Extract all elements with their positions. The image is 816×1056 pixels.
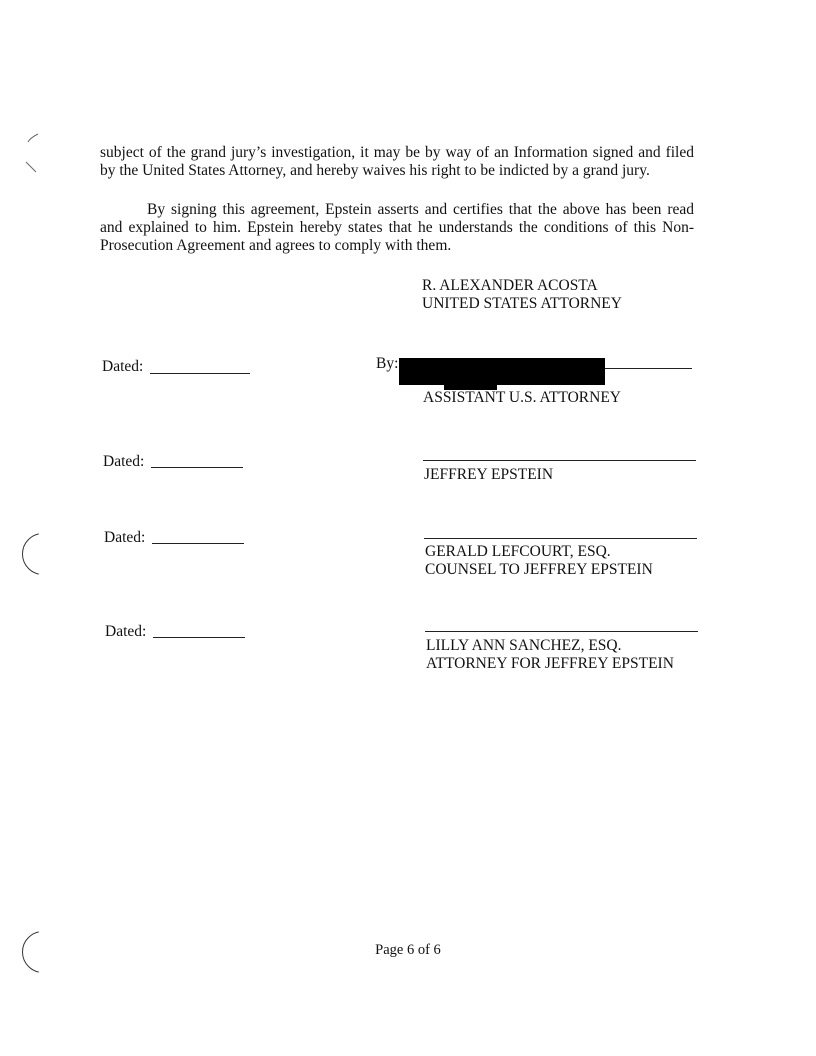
date-blank-2 — [151, 467, 243, 468]
signature-line-2 — [423, 460, 696, 461]
date-blank-3 — [152, 543, 244, 544]
dated-label-4: Dated: — [105, 623, 147, 640]
dated-label-1: Dated: — [102, 358, 144, 375]
date-blank-1 — [150, 373, 250, 374]
dated-label-3: Dated: — [104, 529, 146, 546]
page-number: Page 6 of 6 — [375, 942, 441, 958]
paragraph-certification: By signing this agreement, Epstein asserts and certifies that the above has been read and explained to him. Epstein hereby states that he understands the conditions of this Non-Prosecution Agreement and agrees to comply with them. — [100, 201, 694, 254]
punch-hole-top-left — [22, 533, 64, 575]
ausa-role: ASSISTANT U.S. ATTORNEY — [423, 389, 621, 406]
signature-line-1 — [605, 368, 692, 369]
signatory-name-4: LILLY ANN SANCHEZ, ESQ. — [426, 637, 622, 654]
signatory-role-3: COUNSEL TO JEFFREY EPSTEIN — [425, 561, 653, 578]
signatory-name-3: GERALD LEFCOURT, ESQ. — [425, 543, 611, 560]
redaction-bar — [399, 358, 605, 385]
signature-line-3 — [424, 538, 697, 539]
date-blank-4 — [153, 637, 245, 638]
by-label: By: — [376, 355, 399, 372]
dated-label-2: Dated: — [103, 453, 145, 470]
us-attorney-title: UNITED STATES ATTORNEY — [422, 295, 622, 312]
signatory-name-2: JEFFREY EPSTEIN — [424, 466, 554, 483]
paragraph-grand-jury-waiver: subject of the grand jury’s investigation, it may be by way of an Information signed and filed by the United States Attorney, and hereby waives his right to be indicted by a grand jury. — [100, 144, 694, 179]
signature-line-4 — [425, 631, 698, 632]
signatory-role-4: ATTORNEY FOR JEFFREY EPSTEIN — [426, 655, 674, 672]
scan-mark-top-left — [24, 132, 44, 182]
us-attorney-name: R. ALEXANDER ACOSTA — [422, 277, 598, 294]
